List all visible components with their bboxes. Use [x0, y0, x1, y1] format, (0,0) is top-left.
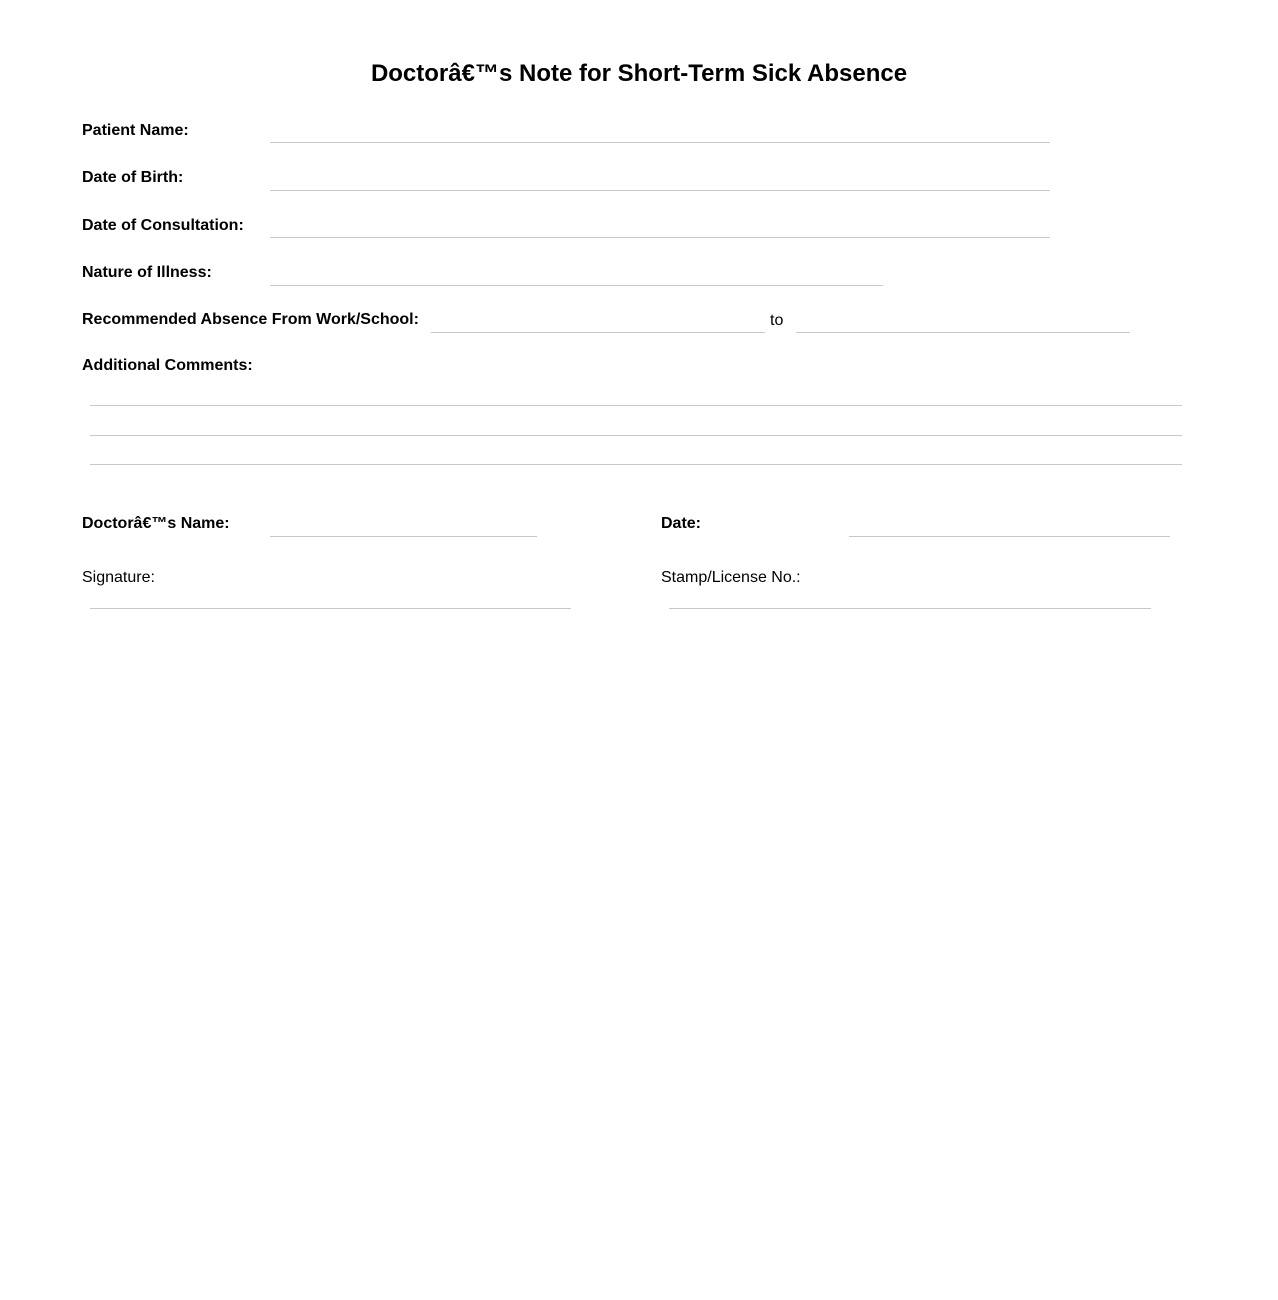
- patient-name-field[interactable]: [270, 121, 1050, 143]
- stamp-license-label: Stamp/License No.:: [661, 569, 801, 586]
- additional-comments-line-1[interactable]: [90, 384, 1182, 406]
- document-title: Doctorâ€™s Note for Short-Term Sick Absence: [370, 60, 908, 87]
- signature-line[interactable]: [90, 608, 571, 609]
- date-of-consultation-label: Date of Consultation:: [82, 217, 244, 234]
- additional-comments-line-2[interactable]: [90, 414, 1182, 436]
- doctor-name-label: Doctorâ€™s Name:: [82, 515, 230, 532]
- doctor-name-field[interactable]: [270, 515, 537, 537]
- additional-comments-label: Additional Comments:: [82, 357, 253, 374]
- nature-of-illness-field[interactable]: [270, 264, 883, 286]
- signature-label: Signature:: [82, 569, 155, 586]
- date-of-consultation-field[interactable]: [270, 216, 1050, 238]
- absence-to-field[interactable]: [796, 311, 1130, 333]
- absence-from-field[interactable]: [431, 311, 765, 333]
- stamp-license-line[interactable]: [669, 608, 1151, 609]
- date-of-birth-label: Date of Birth:: [82, 169, 184, 186]
- patient-name-label: Patient Name:: [82, 122, 189, 139]
- additional-comments-line-3[interactable]: [90, 443, 1182, 465]
- date-field[interactable]: [849, 515, 1170, 537]
- recommended-absence-label: Recommended Absence From Work/School:: [82, 311, 419, 328]
- date-label: Date:: [661, 515, 702, 532]
- absence-to-separator: to: [770, 312, 784, 329]
- date-of-birth-field[interactable]: [270, 169, 1050, 191]
- nature-of-illness-label: Nature of Illness:: [82, 264, 212, 281]
